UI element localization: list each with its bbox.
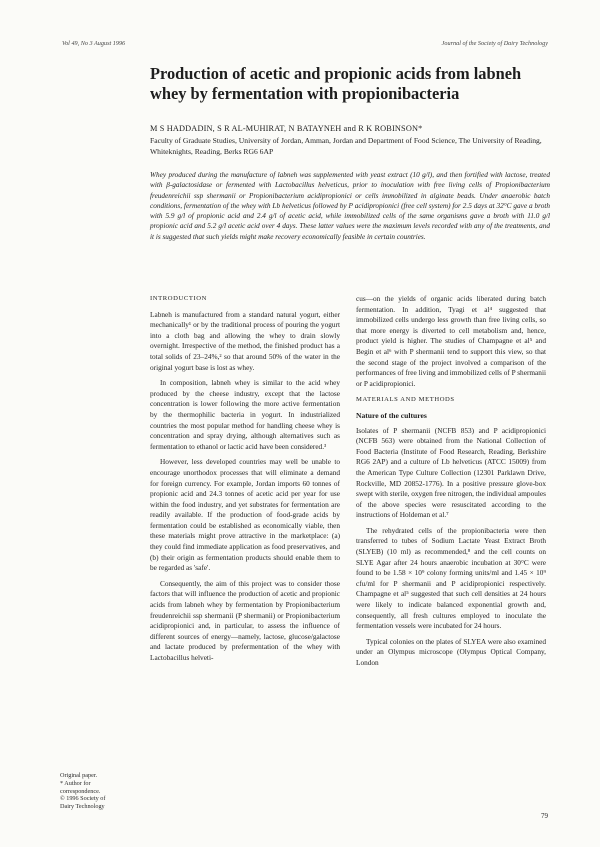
methods-paragraph: The rehydrated cells of the propionibacteria were then transferred to tubes of Sodium Lactate Yeast Extract Broth (SLYEB) (10 ml) as recommended,⁸ and the cell counts on SLYE Agar after 24 hours anaerobic incubation at 30°C were found to be 1.58 × 10⁹ colony forming units/ml and 1.45 × 10⁹ cfu/ml for P shermanii and P acidipropionici respectively. Champagne et al⁵ suggested that such cell densities at 24 hours were likely to indicate balanced exponential growth and, consequently, all fresh cultures employed to inoculate the fermentation vessels were incubated for 24 hours. [356,525,546,631]
margin-note-line: Dairy Technology [60,803,105,811]
article-title: Production of acetic and propionic acids from labneh whey by fermentation with propionibacteria [150,64,522,103]
margin-note-line: * Author for [60,779,91,787]
margin-note-line: Original paper. [60,772,98,779]
running-header-right: Journal of the Society of Dairy Technology [441,40,548,47]
intro-paragraph: In composition, labneh whey is similar to the acid whey produced by the cheese industry, except that the lactose concentration is lower following the more active fermentation by the thermophilic bacteria in yogurt. In industrialized countries the most popular method for handling cheese whey is concentration and spray drying, although alternatives such as fermentation to ethanol or lactic acid have been considered.³ [150,378,340,451]
methods-heading: MATERIALS AND METHODS [356,396,455,404]
author-list: M S HADDADIN, S R AL-MUHIRAT, N BATAYNEH and R K ROBINSON* [150,124,423,133]
intro-paragraph: However, less developed countries may well be unable to encourage unorthodox processes that will eliminate a demand for foreign currency. For example, Jordan imports 60 tonnes of propionic acid and 24.3 tonnes of acetic acid per year for use within the food industry, and yet substrates for fermentation are readily available. If the production of food-grade acids by fermentation could be established as economically viable, then these materials might prove attractive in the marketplace: (a) they could find immediate application as food preservatives, and (b) their origin as fermentation products should enable them to be regarded as 'safe'. [150,457,340,573]
margin-note-line: © 1996 Society of [60,795,106,803]
intro-continuation: cus—on the yields of organic acids liberated during batch fermentation. In addition, Tyagi et al⁴ suggested that immobilized cells undergo less growth than free living cells, so that more energy is diverted to cell metabolism and, hence, product yield is higher. The studies of Champagne et al⁵ and Begin et al⁶ with P shermanii tend to support this view, so that the second stage of the project involved a comparison of the performances of free living and immobilized cells of P shermanii or P acidipropionici. [356,294,546,388]
intro-paragraph: Labneh is manufactured from a standard natural yogurt, either mechanically¹ or by the traditional process of pouring the yogurt into a cloth bag and allowing the whey to drain slowly overnight. Irrespective of the method, the finished product has a total solids of 23–24%,² so that around 50% of the water in the original yogurt base is lost as whey. [150,309,340,372]
affiliation: Faculty of Graduate Studies, University of Jordan, Amman, Jordan and Department of Food Science, The University of Reading, Whiteknights, Reading, Berks RG6 6AP [150,136,542,156]
cultures-heading: Nature of the cultures [356,410,427,420]
intro-heading: INTRODUCTION [150,295,208,302]
abstract: Whey produced during the manufacture of labneh was supplemented with yeast extract (10 g/l), and then fortified with lactose, treated with β-galactosidase or fermented with Lactobacillus helveticus, prior to inoculation with free living cells of Propionibacterium freudenreichii ssp shermanii or Propionibacterium acidipropionici or cells immobilized in alginate beads. Under anaerobic batch conditions, fermentation of the whey with Lb helveticus followed by P acidipropionici (free cell system) for 2.5 days at 32°C gave a broth with 5.9 g/l of propionic acid and 2.4 g/l of acetic acid, while immobilized cells of the same organisms gave a broth with 11.0 g/l propionic acid and 5.2 g/l acetic acid over 4 days. These latter values were the maximum levels recorded with any of the treatments, and it is suggested that such yields might make recovery economically feasible in certain countries. [150,171,550,241]
margin-note-line: correspondence. [60,787,101,795]
running-header-left: Vol 49, No 3 August 1996 [62,40,126,47]
intro-paragraph: Consequently, the aim of this project was to consider those factors that will influence the production of acetic and propionic acids from labneh whey by fermentation by Propionibacterium freudenreichii ssp shermanii (P shermanii) or Propionibacterium acidipropionici and, in particular, to assess the influence of different sources of energy—namely, lactose, glucose/galactose and lactate produced by prefermentation of the whey with Lactobacillus helveti- [150,578,340,662]
methods-paragraph: Typical colonies on the plates of SLYEA were also examined under an Olympus microscope (Olympus Optical Company, London [356,636,546,667]
methods-paragraph: Isolates of P shermanii (NCFB 853) and P acidipropionici (NCFB 563) were obtained from the National Collection of Food Bacteria (Institute of Food Research, Reading, Berkshire RG6 2AP) and a culture of Lb helveticus (ATCC 15009) from the American Type Culture Collection (12301 Parklawn Drive, Rockville, MD 20852-1776). In a positive pressure glove-box swept with sterile, oxygen free nitrogen, the individual ampoules of the above species were resuscitated according to the instructions of Holdeman et al.⁷ [356,425,546,520]
margin-note [60,772,144,811]
page-number: 79 [541,812,548,820]
right-column [356,294,546,674]
left-column [150,294,340,669]
